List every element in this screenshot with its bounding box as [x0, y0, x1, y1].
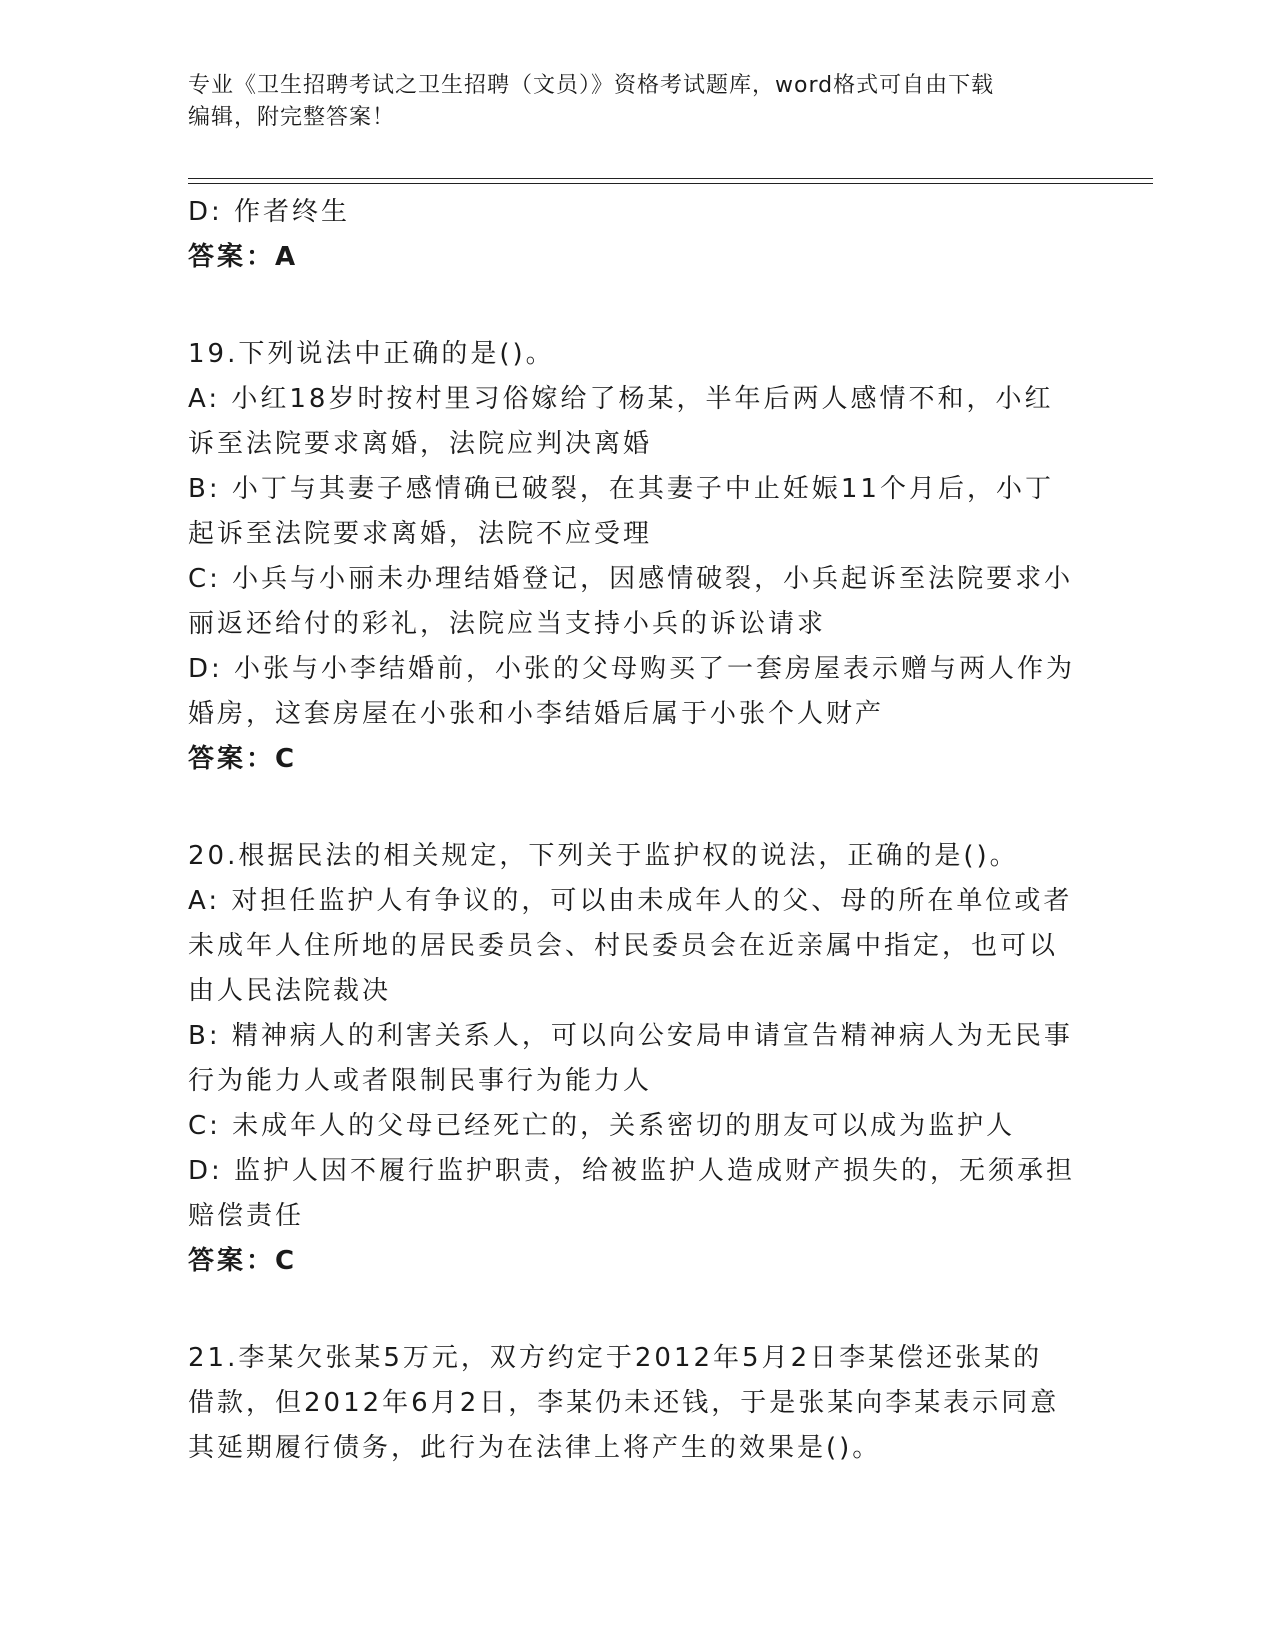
answer-label: 答案：A [188, 242, 299, 272]
question-20 [188, 834, 1088, 1284]
option-d-cont: 婚房，这套房屋在小张和小李结婚后属于小张个人财产 [188, 699, 885, 729]
question-stem-cont-2: 其延期履行债务，此行为在法律上将产生的效果是()。 [188, 1433, 882, 1463]
question-stem-cont: 借款，但2012年6月2日，李某仍未还钱，于是张某向李某表示同意 [188, 1388, 1060, 1418]
option-c: C: 未成年人的父母已经死亡的，关系密切的朋友可以成为监护人 [188, 1111, 1016, 1141]
spacer [188, 280, 1088, 332]
spacer [188, 1284, 1088, 1336]
header-line-1: 专业《卫生招聘考试之卫生招聘（文员）》资格考试题库，word格式可自由下载 [188, 73, 995, 98]
prev-question-tail [188, 190, 1088, 280]
question-stem: 21.李某欠张某5万元，双方约定于2012年5月2日李某偿还张某的 [188, 1343, 1043, 1373]
option-c: C: 小兵与小丽未办理结婚登记，因感情破裂，小兵起诉至法院要求小 [188, 564, 1074, 594]
header-divider [188, 178, 1153, 184]
option-a-cont-2: 由人民法院裁决 [188, 976, 392, 1006]
answer-label: 答案：C [188, 744, 298, 774]
option-d: D: 监护人因不履行监护职责，给被监护人造成财产损失的，无须承担 [188, 1156, 1076, 1186]
option-a-cont: 诉至法院要求离婚，法院应判决离婚 [188, 429, 653, 459]
option-b: B: 小丁与其妻子感情确已破裂，在其妻子中止妊娠11个月后，小丁 [188, 474, 1054, 504]
option-d: D: 作者终生 [188, 197, 351, 227]
option-a: A: 小红18岁时按村里习俗嫁给了杨某，半年后两人感情不和，小红 [188, 384, 1054, 414]
spacer [188, 782, 1088, 834]
document-header [188, 70, 1068, 134]
option-c-cont: 丽返还给付的彩礼，法院应当支持小兵的诉讼请求 [188, 609, 827, 639]
option-a: A: 对担任监护人有争议的，可以由未成年人的父、母的所在单位或者 [188, 886, 1073, 916]
question-21 [188, 1336, 1088, 1471]
header-line-2: 编辑，附完整答案！ [188, 105, 396, 130]
question-19 [188, 332, 1088, 782]
option-b-cont: 起诉至法院要求离婚，法院不应受理 [188, 519, 653, 549]
question-stem: 19.下列说法中正确的是()。 [188, 339, 555, 369]
option-a-cont: 未成年人住所地的居民委员会、村民委员会在近亲属中指定，也可以 [188, 931, 1059, 961]
option-b-cont: 行为能力人或者限制民事行为能力人 [188, 1066, 653, 1096]
option-b: B: 精神病人的利害关系人，可以向公安局申请宣告精神病人为无民事 [188, 1021, 1073, 1051]
option-d: D: 小张与小李结婚前，小张的父母购买了一套房屋表示赠与两人作为 [188, 654, 1076, 684]
question-stem: 20.根据民法的相关规定，下列关于监护权的说法，正确的是()。 [188, 841, 1019, 871]
question-content [188, 190, 1088, 1471]
answer-label: 答案：C [188, 1246, 298, 1276]
option-d-cont: 赔偿责任 [188, 1201, 305, 1231]
